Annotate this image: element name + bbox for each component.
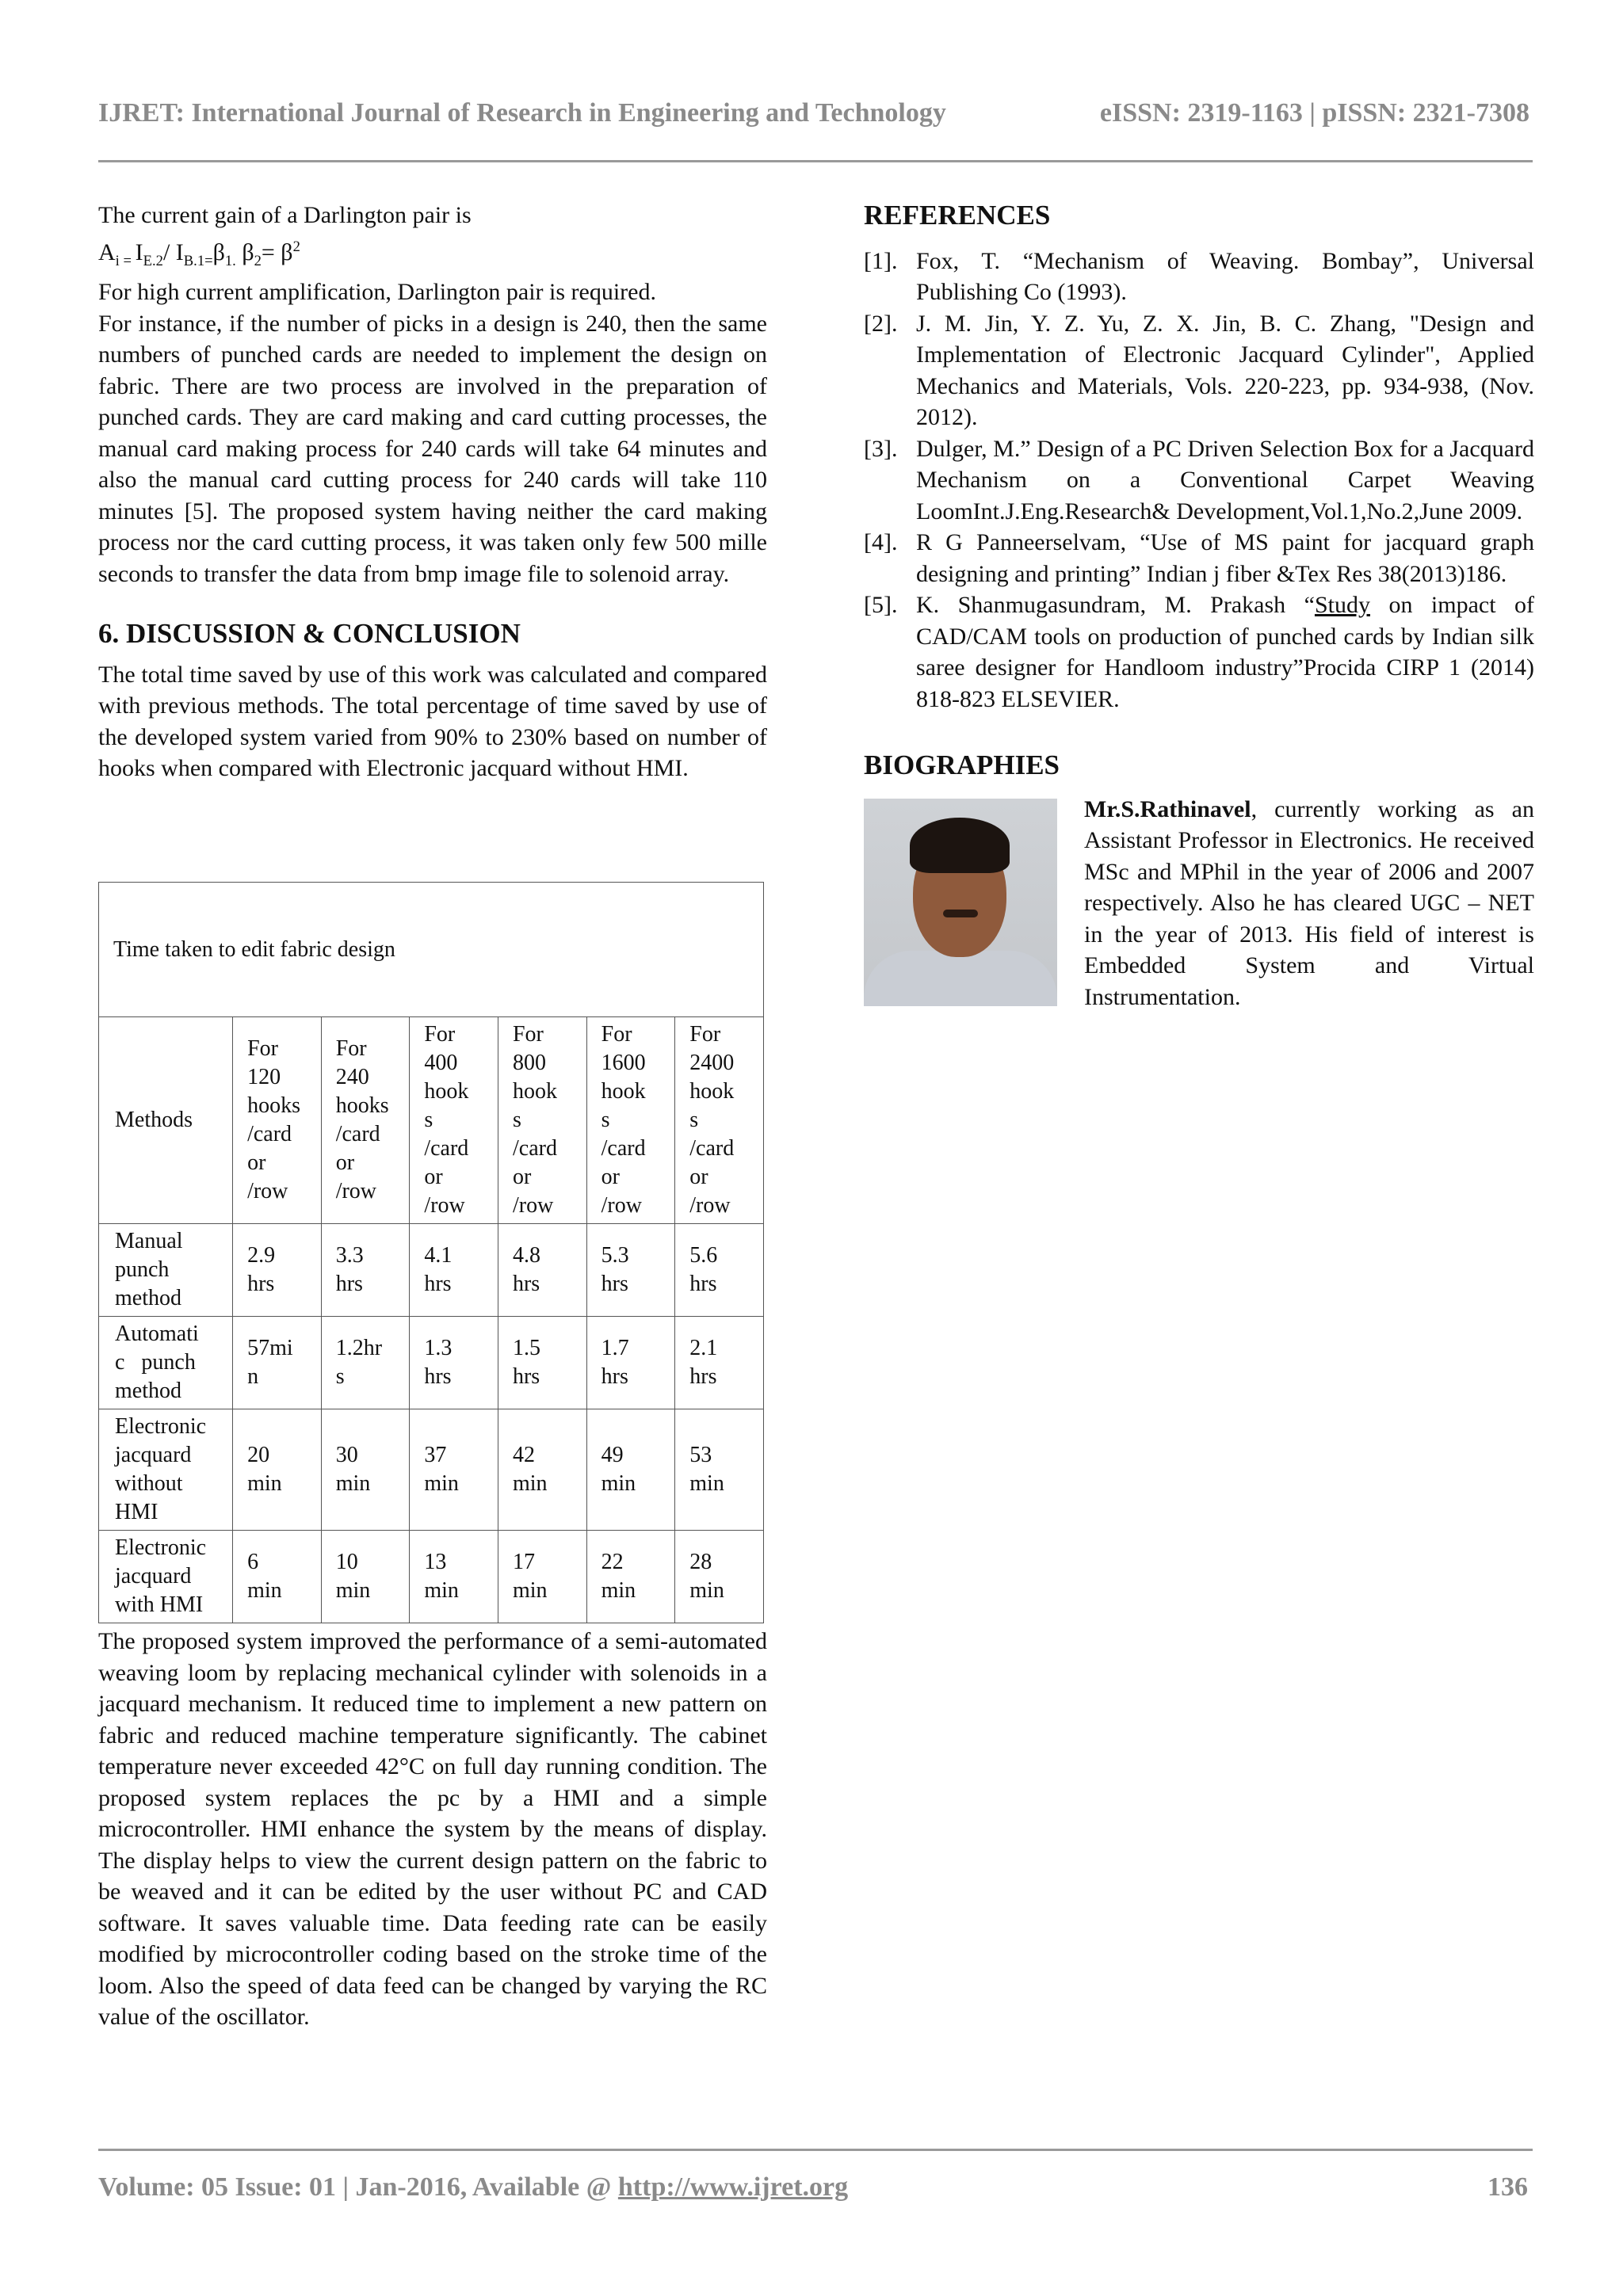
- reference-item: [4]. R G Panneerselvam, “Use of MS paint for jacquard graph designing and printing” Indian j fiber &Tex Res 38(2013)186.: [864, 529, 1534, 587]
- col-head-line: For: [247, 1036, 278, 1061]
- col-head-line: For: [689, 1022, 721, 1047]
- value-cell: 57mi n: [233, 1317, 322, 1409]
- results-table: [98, 882, 764, 1623]
- reference-item: [1]. Fox, T. “Mechanism of Weaving. Bombay”, Universal Publishing Co (1993).: [864, 247, 1534, 305]
- journal-title: IJRET: International Journal of Research in Engineering and Technology: [98, 98, 946, 128]
- value-cell: 20 min: [233, 1409, 322, 1531]
- value-cell: 1.3 hrs: [410, 1317, 498, 1409]
- col-head-line: or: [512, 1165, 532, 1189]
- col-head-line: For: [424, 1022, 456, 1047]
- page-number: 136: [1487, 2172, 1528, 2202]
- value-cell: 5.6 hrs: [675, 1224, 764, 1317]
- col-head-line: 2400: [689, 1051, 735, 1075]
- table-caption: Time taken to edit fabric design: [99, 883, 764, 1017]
- col-head-line: /card: [512, 1136, 557, 1161]
- left-column: [98, 200, 767, 784]
- value-cell: 37 min: [410, 1409, 498, 1531]
- value-cell: 1.7 hrs: [586, 1317, 675, 1409]
- col-head-line: /row: [512, 1193, 554, 1218]
- value-cell: 13 min: [410, 1531, 498, 1623]
- col-head-line: 800: [512, 1051, 546, 1075]
- value-cell: 10 min: [321, 1531, 410, 1623]
- col-head-line: /card: [689, 1136, 735, 1161]
- value-cell: 2.9 hrs: [233, 1224, 322, 1317]
- col-head-line: hooks: [335, 1093, 389, 1118]
- col-head-line: s: [601, 1108, 610, 1132]
- col-head-line: 1600: [601, 1051, 646, 1075]
- biography-text: Mr.S.Rathinavel, currently working as an Assistant Professor in Electronics. He received MSc and MPhil in the year of 2006 and 2007 respectively. Also he has cleared UGC – NET in the year of 2013. His field of interest is Embedded System and Virtual Instrumentation.: [1084, 795, 1534, 1010]
- col-head-line: or: [424, 1165, 443, 1189]
- col-head-line: hooks: [247, 1093, 300, 1118]
- col-head-line: /card: [247, 1122, 292, 1146]
- value-cell: 22 min: [586, 1531, 675, 1623]
- col-head-line: /row: [247, 1179, 288, 1203]
- col-head-line: For: [335, 1036, 367, 1061]
- journal-link[interactable]: http://www.ijret.org: [617, 2172, 849, 2202]
- table-row: [99, 1224, 764, 1317]
- footer-rule: [98, 2149, 1533, 2151]
- value-cell: 42 min: [498, 1409, 586, 1531]
- col-head-line: For: [512, 1022, 544, 1047]
- value-cell: 1.2hr s: [321, 1317, 410, 1409]
- col-head-line: For: [601, 1022, 632, 1047]
- col-head-1600: [586, 1017, 675, 1224]
- author-photo: [864, 799, 1057, 1006]
- col-head-line: s: [512, 1108, 521, 1132]
- reference-item: [5]. K. Shanmugasundram, M. Prakash “Study on impact of CAD/CAM tools on production of punched cards by Indian silk saree designer for Handloom industry”Procida CIRP 1 (2014) 818-823 ELSEVIER.: [864, 592, 1534, 712]
- reference-item: [2]. J. M. Jin, Y. Z. Yu, Z. X. Jin, B. C. Zhang, "Design and Implementation of Electronic Jacquard Cylinder", Applied Mechanics and Materials, Vols. 220-223, pp. 934-938, (Nov. 2012).: [864, 310, 1534, 430]
- col-head-line: or: [335, 1150, 355, 1175]
- value-cell: 5.3 hrs: [586, 1224, 675, 1317]
- col-head-line: /card: [424, 1136, 469, 1161]
- value-cell: 30 min: [321, 1409, 410, 1531]
- value-cell: 3.3 hrs: [321, 1224, 410, 1317]
- left-column-bottom: [98, 1626, 767, 2033]
- table-row: [99, 1317, 764, 1409]
- value-cell: 1.5 hrs: [498, 1317, 586, 1409]
- value-cell: 17 min: [498, 1531, 586, 1623]
- col-head-line: s: [424, 1108, 433, 1132]
- col-head-line: 400: [424, 1051, 458, 1075]
- value-cell: 28 min: [675, 1531, 764, 1623]
- method-cell: Automati c punch method: [99, 1317, 233, 1409]
- paragraph-3: The proposed system improved the performance of a semi-automated weaving loom by replacing mechanical cylinder with solenoids in a jacquard mechanism. It reduced time to implement a new pattern on fabric and reduced machine temperature significantly. The cabinet temperature never exceeded 42°C on full day running condition. The proposed system replaces the pc by a HMI and a simple microcontroller. HMI enhance the system by the means of display. The display helps to view the current design pattern on the fabric to be weaved and it can be edited by the user without PC and CAD software. It saves valuable time. Data feeding rate can be easily modified by microcontroller coding based on the stroke time of the loom. Also the speed of data feed can be changed by varying the RC value of the oscillator.: [98, 1628, 767, 2030]
- footer-volume: Volume: 05 Issue: 01 | Jan-2016, Available @ http://www.ijret.org: [98, 2172, 849, 2202]
- col-head-line: /row: [424, 1193, 465, 1218]
- author-name: Mr.S.Rathinavel: [1084, 795, 1251, 822]
- table-header-row: [99, 1017, 764, 1224]
- col-head-line: s: [689, 1108, 699, 1132]
- col-head-800: [498, 1017, 586, 1224]
- study-link[interactable]: Study: [1314, 592, 1370, 618]
- col-head-line: /card: [601, 1136, 646, 1161]
- col-head-line: /card: [335, 1122, 380, 1146]
- references-heading: REFERENCES: [864, 200, 1051, 231]
- col-head-line: or: [247, 1150, 266, 1175]
- value-cell: 6 min: [233, 1531, 322, 1623]
- col-head-2400: [675, 1017, 764, 1224]
- value-cell: 4.1 hrs: [410, 1224, 498, 1317]
- value-cell: 53 min: [675, 1409, 764, 1531]
- col-head-line: 120: [247, 1065, 281, 1089]
- col-head-line: hook: [512, 1079, 557, 1104]
- col-head-line: hook: [601, 1079, 646, 1104]
- value-cell: 49 min: [586, 1409, 675, 1531]
- paragraph-1-lead: For high current amplification, Darlington pair is required.: [98, 279, 656, 305]
- col-head-line: hook: [689, 1079, 735, 1104]
- col-head-line: or: [689, 1165, 708, 1189]
- value-cell: 4.8 hrs: [498, 1224, 586, 1317]
- paragraph-1: For instance, if the number of picks in a design is 240, then the same numbers of punched cards are needed to implement the design on fabric. There are two process are involved in the preparation of punched cards. They are card making and card cutting processes, the manual card making process for 240 cards will take 64 minutes and also the manual card cutting process for 240 cards will take 110 minutes [5]. The proposed system having neither the card making process nor the card cutting process, it was taken only few 500 mille seconds to transfer the data from bmp image file to solenoid array.: [98, 310, 767, 587]
- right-column: [864, 200, 1534, 1013]
- biographies-heading: BIOGRAPHIES: [864, 749, 1060, 780]
- col-head-400: [410, 1017, 498, 1224]
- reference-item: [3]. Dulger, M.” Design of a PC Driven Selection Box for a Jacquard Mechanism on a Conventional Carpet Weaving LoomInt.J.Eng.Research& Development,Vol.1,No.2,June 2009.: [864, 435, 1534, 524]
- paragraph-2: The total time saved by use of this work was calculated and compared with previous methods. The total percentage of time saved by use of the developed system varied from 90% to 230% based on number of hooks when compared with Electronic jacquard without HMI.: [98, 661, 767, 781]
- col-head-line: /row: [601, 1193, 642, 1218]
- method-cell: Manual punch method: [99, 1224, 233, 1317]
- method-cell: Electronic jacquard without HMI: [99, 1409, 233, 1531]
- header-rule: [98, 160, 1533, 162]
- col-head-line: 240: [335, 1065, 369, 1089]
- col-head-120: [233, 1017, 322, 1224]
- col-head-line: hook: [424, 1079, 469, 1104]
- col-head-line: or: [601, 1165, 620, 1189]
- references-list: [864, 246, 1534, 715]
- biography: [864, 794, 1534, 1013]
- value-cell: 2.1 hrs: [675, 1317, 764, 1409]
- col-head-240: [321, 1017, 410, 1224]
- col-head-line: /row: [335, 1179, 377, 1203]
- darlington-formula: $A_{i =}$ $I_{E.2}/$ $I_{B.1=}\beta_{1.}$ $\beta_2= \beta^2$: [98, 238, 300, 269]
- issn: eISSN: 2319-1163 | pISSN: 2321-7308: [1099, 98, 1529, 128]
- methods-header: Methods: [99, 1017, 233, 1224]
- intro-line: The current gain of a Darlington pair is: [98, 202, 472, 228]
- method-cell: Electronic jacquard with HMI: [99, 1531, 233, 1623]
- section-heading: 6. DISCUSSION & CONCLUSION: [98, 618, 521, 649]
- table-row: [99, 1531, 764, 1623]
- table-row: [99, 1409, 764, 1531]
- col-head-line: /row: [689, 1193, 731, 1218]
